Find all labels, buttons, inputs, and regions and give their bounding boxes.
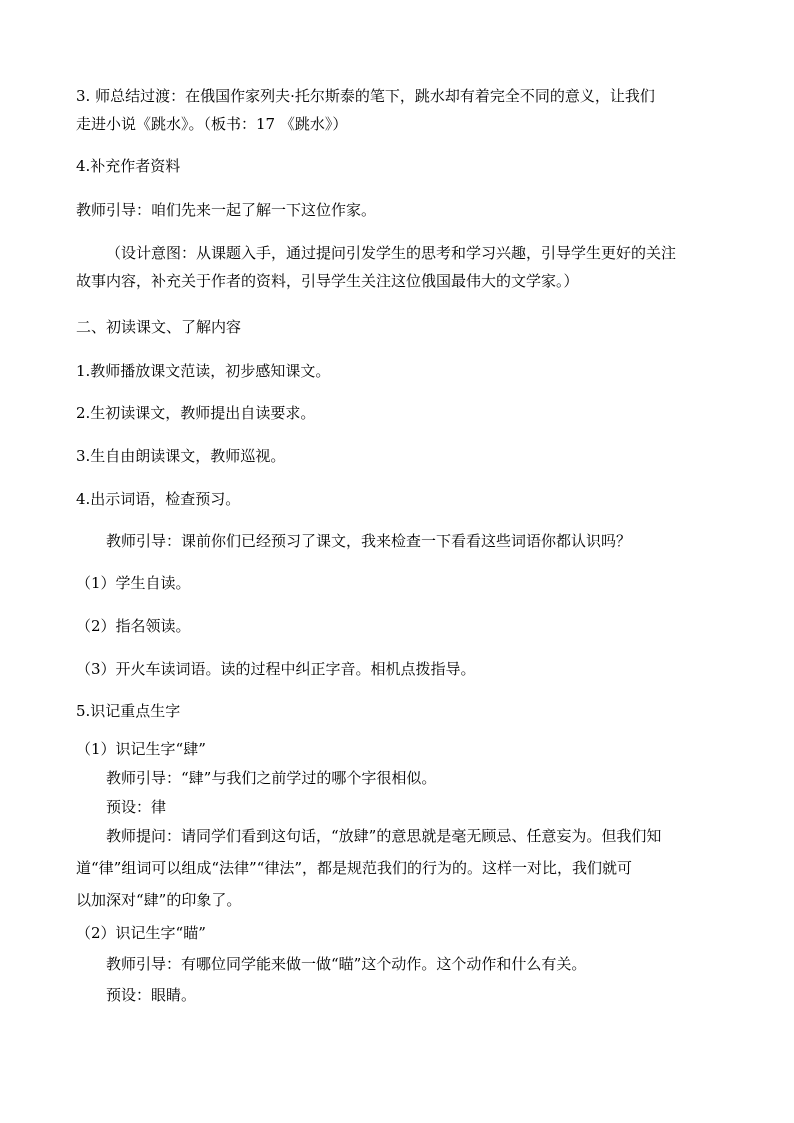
char1-question-line2: 道“律”组词可以组成“法律”“律法”，都是规范我们的行为的。这样一对比，我们就可 <box>76 859 633 877</box>
step-author-info: 4.补充作者资料 <box>76 157 181 175</box>
sub-item-2: （2）指名领读。 <box>76 617 191 635</box>
char1-question-line3: 以加深对“肆”的印象了。 <box>76 891 242 909</box>
char2-teacher-guide: 教师引导：有哪位同学能来做一做“瞄”这个动作。这个动作和什么有关。 <box>106 955 587 973</box>
sub-item-1: （1）学生自读。 <box>76 574 191 592</box>
char2-preset: 预设：眼睛。 <box>106 986 197 1004</box>
section-title-initial-reading: 二、初读课文、了解内容 <box>76 318 242 336</box>
list-item-1: 1.教师播放课文范读，初步感知课文。 <box>76 362 331 380</box>
paragraph-transition-line1: 3. 师总结过渡：在俄国作家列夫·托尔斯泰的笔下，跳水却有着完全不同的意义，让我们 <box>76 87 655 105</box>
list-item-4: 4.出示词语，检查预习。 <box>76 490 241 508</box>
char1-title: （1）识记生字“肆” <box>76 740 206 758</box>
teacher-guide-vocab: 教师引导：课前你们已经预习了课文，我来检查一下看看这些词语你都认识吗？ <box>106 532 632 550</box>
char2-title: （2）识记生字“瞄” <box>76 924 206 942</box>
design-intent-line1: （设计意图：从课题入手，通过提问引发学生的思考和学习兴趣，引导学生更好的关注 <box>106 244 677 262</box>
list-item-2: 2.生初读课文，教师提出自读要求。 <box>76 404 316 422</box>
char1-teacher-guide: 教师引导：“肆”与我们之前学过的哪个字很相似。 <box>106 769 437 787</box>
list-item-5: 5.识记重点生字 <box>76 702 181 720</box>
sub-item-3: （3）开火车读词语。读的过程中纠正字音。相机点拨指导。 <box>76 660 476 678</box>
paragraph-transition-line2: 走进小说《跳水》。（板书：17 《跳水》） <box>76 115 348 133</box>
list-item-3: 3.生自由朗读课文，教师巡视。 <box>76 447 286 465</box>
teacher-guide-author: 教师引导：咱们先来一起了解一下这位作家。 <box>76 201 377 219</box>
design-intent-line2: 故事内容，补充关于作者的资料，引导学生关注这位俄国最伟大的文学家。） <box>76 272 579 290</box>
char1-preset: 预设：律 <box>106 798 167 816</box>
char1-question-line1: 教师提问：请同学们看到这句话，“放肆”的意思就是毫无顾忌、任意妄为。但我们知 <box>106 827 662 845</box>
